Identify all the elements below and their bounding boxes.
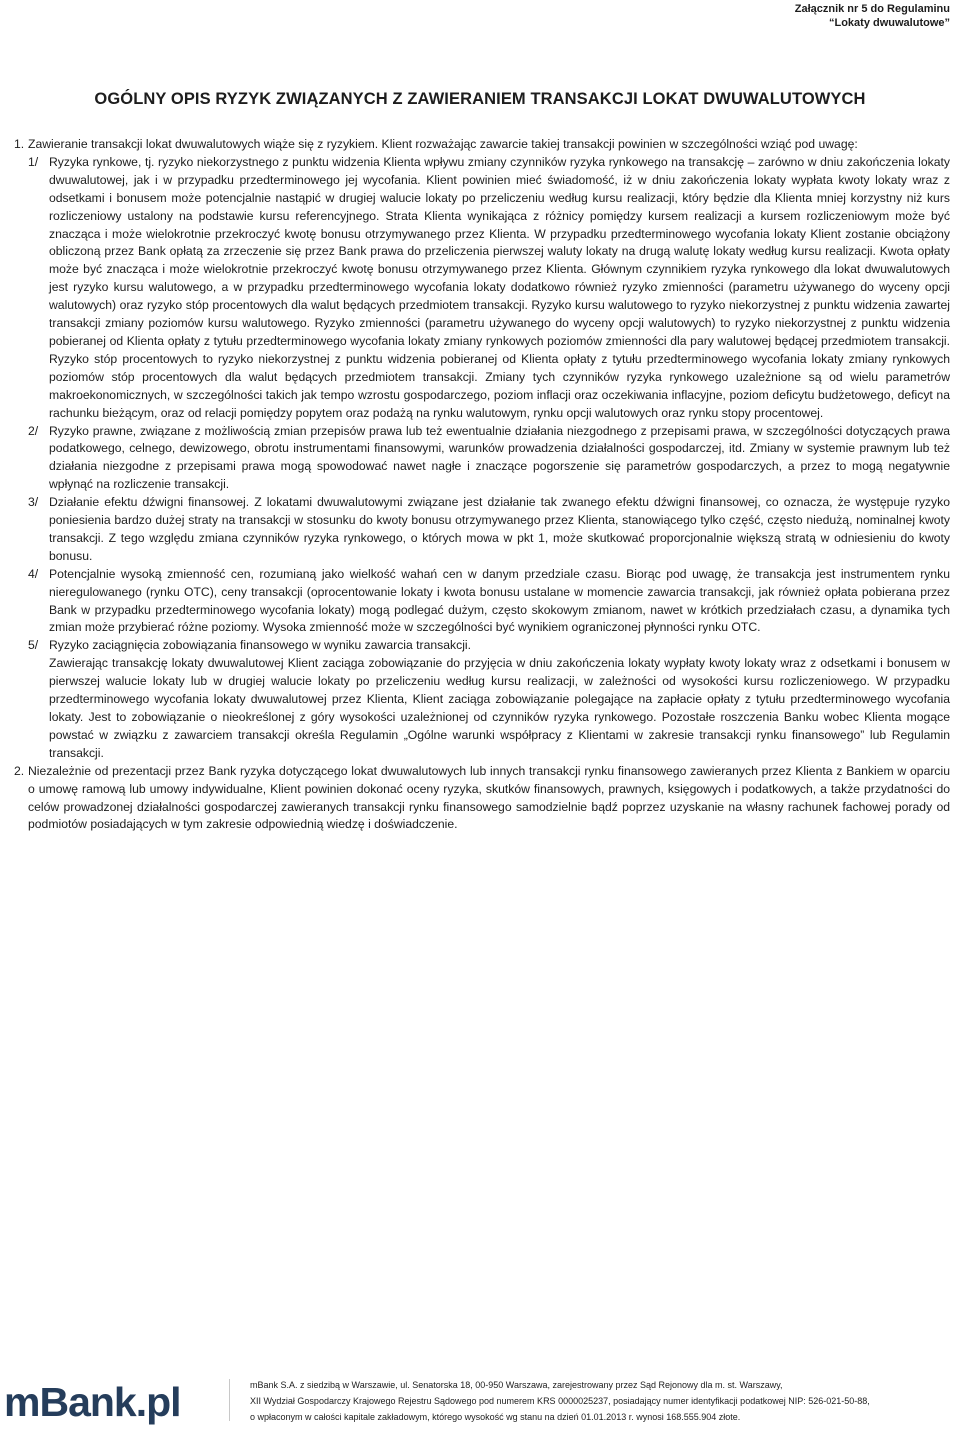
- risk-item-text: Działanie efektu dźwigni finansowej. Z lokatami dwuwalutowymi związane jest działanie tak zwanego efektu dźwigni finansowej, co oznacza, że występuje ryzyko poniesienia bardzo dużej straty na transakcji w stosunku do kwoty bonusu otrzymywanego przez Klienta, stanowiącego tylko część, często niedużą, nominalnej kwoty transakcji. Z tego względu zmiana czynników ryzyka rynkowego, o których mowa w pkt 1, może skutkować proporcjonalnie większą stratą w odniesieniu do kwoty bonusu.: [49, 495, 950, 563]
- risk-item-5: [14, 637, 950, 762]
- section-1-number: 1.: [14, 137, 25, 151]
- section-1-intro: Zawieranie transakcji lokat dwuwalutowych wiąże się z ryzykiem. Klient rozważając zawarcie takiej transakcji powinien w szczególności wziąć pod uwagę:: [28, 137, 858, 151]
- risk-item-text: Zawierając transakcję lokaty dwuwalutowej Klient zaciąga zobowiązanie do przyjęcia w dniu zakończenia lokaty wypłaty kwoty lokaty wraz z odsetkami i bonusem w pierwszej walucie lokaty lub w drugiej walucie lokaty po przeliczeniu według kursu realizacji, w zależności od wysokości kursu rozliczeniowego. W przypadku przedterminowego wycofania lokaty dwuwalutowej przez Klienta, Klient zaciąga zobowiązanie polegające na zapłacie opłaty z tytułu przedterminowego wycofania lokaty. Jest to zobowiązanie o nieokreślonej z góry wysokości uzależnionej od czynników ryzyka rynkowego. Pozostałe roszczenia Banku wobec Klienta mogące powstać w związku z zawarciem transakcji określa Regulamin „Ogólne warunki współpracy z Klientami w zakresie transakcji rynku finansowego” lub Regulamin transakcji.: [49, 656, 950, 760]
- section-2: [14, 763, 950, 835]
- company-info-line-1: mBank S.A. z siedzibą w Warszawie, ul. Senatorska 18, 00-950 Warszawa, zarejestrowany przez Sąd Rejonowy dla m. st. Warszawy,: [250, 1380, 783, 1390]
- footer: [0, 1375, 960, 1429]
- risk-item-1: [14, 154, 950, 423]
- company-info: [250, 1377, 950, 1425]
- footer-divider: [229, 1379, 230, 1421]
- risk-item-number: 5/: [28, 638, 39, 653]
- mbank-logo: mBank.pl: [4, 1379, 181, 1425]
- section-2-text: Niezależnie od prezentacji przez Bank ryzyka dotyczącego lokat dwuwalutowych lub innych transakcji rynku finansowego zawieranych przez Klienta z Bankiem w oparciu o umowę ramową lub umowy indywidualne, Klient powinien dokonać oceny ryzyka, skutków finansowych, prawnych, księgowych i podatkowych, a także przydatności do celów prowadzonej działalności gospodarczej zawieranych transakcji rynku finansowego samodzielnie bądź poprzez uzyskanie na własny rachunek fachowej porady od podmiotów posiadających w tym zakresie odpowiednią wiedzę i doświadczenie.: [28, 763, 950, 832]
- risk-item-number: 3/: [28, 495, 39, 510]
- section-2-number: 2.: [14, 763, 25, 778]
- risk-item-3: [14, 494, 950, 566]
- risk-item-2: [14, 423, 950, 495]
- document-title: OGÓLNY OPIS RYZYK ZWIĄZANYCH Z ZAWIERANIEM TRANSAKCJI LOKAT DWUWALUTOWYCH: [94, 90, 866, 108]
- annex-header: [795, 2, 950, 30]
- risk-item-text: Ryzyka rynkowe, tj. ryzyko niekorzystnego z punktu widzenia Klienta wpływu zmiany czynników ryzyka rynkowego na transakcję – zarówno w dniu zakończenia lokaty dwuwalutowej, jak i w przypadku przedterminowego jej wycofania. Klient powinien mieć świadomość, iż w dniu zakończenia lokaty wypłata kwoty lokaty wraz z odsetkami i bonusem może potencjalnie nastąpić w drugiej walucie lokaty po przeliczeniu według kursu realizacji, który będzie dla Klienta mniej korzystny niż kurs rozliczeniowy ustalony na podstawie kursu referencyjnego. Strata Klienta wynikająca z różnicy pomiędzy kursem realizacji a kursem rozliczeniowym może być znacząca i może wielokrotnie przekroczyć kwotę bonusu otrzymywanego przez Klienta. W przypadku przedterminowego wycofania lokaty Klient zostanie obciążony obliczoną przez Bank opłatą za zrzeczenie się przez Bank prawa do przeliczenia pierwszej waluty lokaty na drugą walutę lokaty według kursu realizacji. Kwota opłaty może być znacząca i może wielokrotnie przekroczyć kwotę bonusu otrzymywanego przez Klienta. Głównym czynnikiem ryzyka rynkowego dla lokat dwuwalutowych jest ryzyko kursu walutowego, a w przypadku przedterminowego wycofania lokaty dodatkowo również ryzyko zmienności (parametru używanego do wyceny opcji walutowych) oraz ryzyko stóp procentowych dla walut będących przedmiotem transakcji. Ryzyko kursu walutowego to ryzyko niekorzystnej z punktu widzenia zawartej transakcji zmiany poziomów kursu walutowego. Ryzyko zmienności (parametru używanego do wyceny opcji walutowych) to ryzyko niekorzystnej z punktu widzenia pobieranej od Klienta opłaty z tytułu przedterminowego wycofania lokaty zmiany rynkowych poziomów zmienności dla pary walutowej będącej przedmiotem transakcji. Ryzyko stóp procentowych to ryzyko niekorzystnej z punktu widzenia pobieranej od Klienta opłaty z tytułu przedterminowego wycofania lokaty zmiany rynkowych poziomów stóp procentowych dla walut będących przedmiotem transakcji. Zmiany tych czynników ryzyka rynkowego uzależnione są od wielu parametrów makroekonomicznych, w szczególności takich jak tempo wzrostu gospodarczego, poziom inflacji oraz oczekiwania inflacyjne, poziom deficytu budżetowego, deficyt na rachunku bieżącym, oraz od relacji pomiędzy popytem oraz podażą na rynku walutowym, rynku opcji walutowych oraz rynku stopy procentowej.: [49, 154, 950, 420]
- risk-item-number: 1/: [28, 154, 39, 169]
- company-info-line-2: XII Wydział Gospodarczy Krajowego Rejestru Sądowego pod numerem KRS 0000025237, posiadający numer identyfikacji podatkowej NIP: 526-021-50-88,: [250, 1396, 870, 1406]
- company-info-line-3: o wpłaconym w całości kapitale zakładowym, którego wysokość wg stanu na dzień 01.01.2013 r. wynosi 168.555.904 złote.: [250, 1412, 741, 1422]
- risk-item-4: [14, 566, 950, 638]
- risk-item-heading: Ryzyko zaciągnięcia zobowiązania finansowego w wyniku zawarcia transakcji.: [49, 638, 472, 653]
- risk-item-number: 2/: [28, 423, 39, 438]
- annex-line-1: Załącznik nr 5 do Regulaminu: [794, 3, 950, 15]
- document-body: [14, 136, 950, 834]
- risk-item-text: Ryzyko prawne, związane z możliwością zmian przepisów prawa lub też ewentualnie działania niezgodnego z przepisami prawa, w szczególności dotyczących prawa podatkowego, celnego, dewizowego, obrotu instrumentami finansowymi, warunków prowadzenia działalności gospodarczej, itd. Zmiany w systemie prawnym lub też działania niezgodne z przepisami prawa mogą spowodować nawet nagłe i znaczące pogorszenie się parametrów gospodarczych, a przez to mogą negatywnie wpłynąć na rozliczenie transakcji.: [49, 423, 950, 492]
- risk-item-number: 4/: [28, 566, 39, 581]
- risk-item-text: Potencjalnie wysoką zmienność cen, rozumianą jako wielkość wahań cen w danym przedziale czasu. Biorąc pod uwagę, że transakcja jest instrumentem rynku nieregulowanego (rynku OTC), ceny transakcji (oprocentowanie lokaty i kwota bonusu ustalane w momencie zawarcia transakcji, jak również opłata pobierana przez Bank w przypadku przedterminowego wycofania lokaty) mogą podlegać dużym, często skokowym zmianom, nawet w krótkich przedziałach czasu, a dynamika tych zmian może przybierać różne poziomy. Wysoka zmienność może w szczególności być wynikiem ograniczonej płynności rynku OTC.: [49, 566, 950, 635]
- annex-line-2: “Lokaty dwuwalutowe”: [828, 17, 950, 29]
- section-1: [14, 136, 950, 154]
